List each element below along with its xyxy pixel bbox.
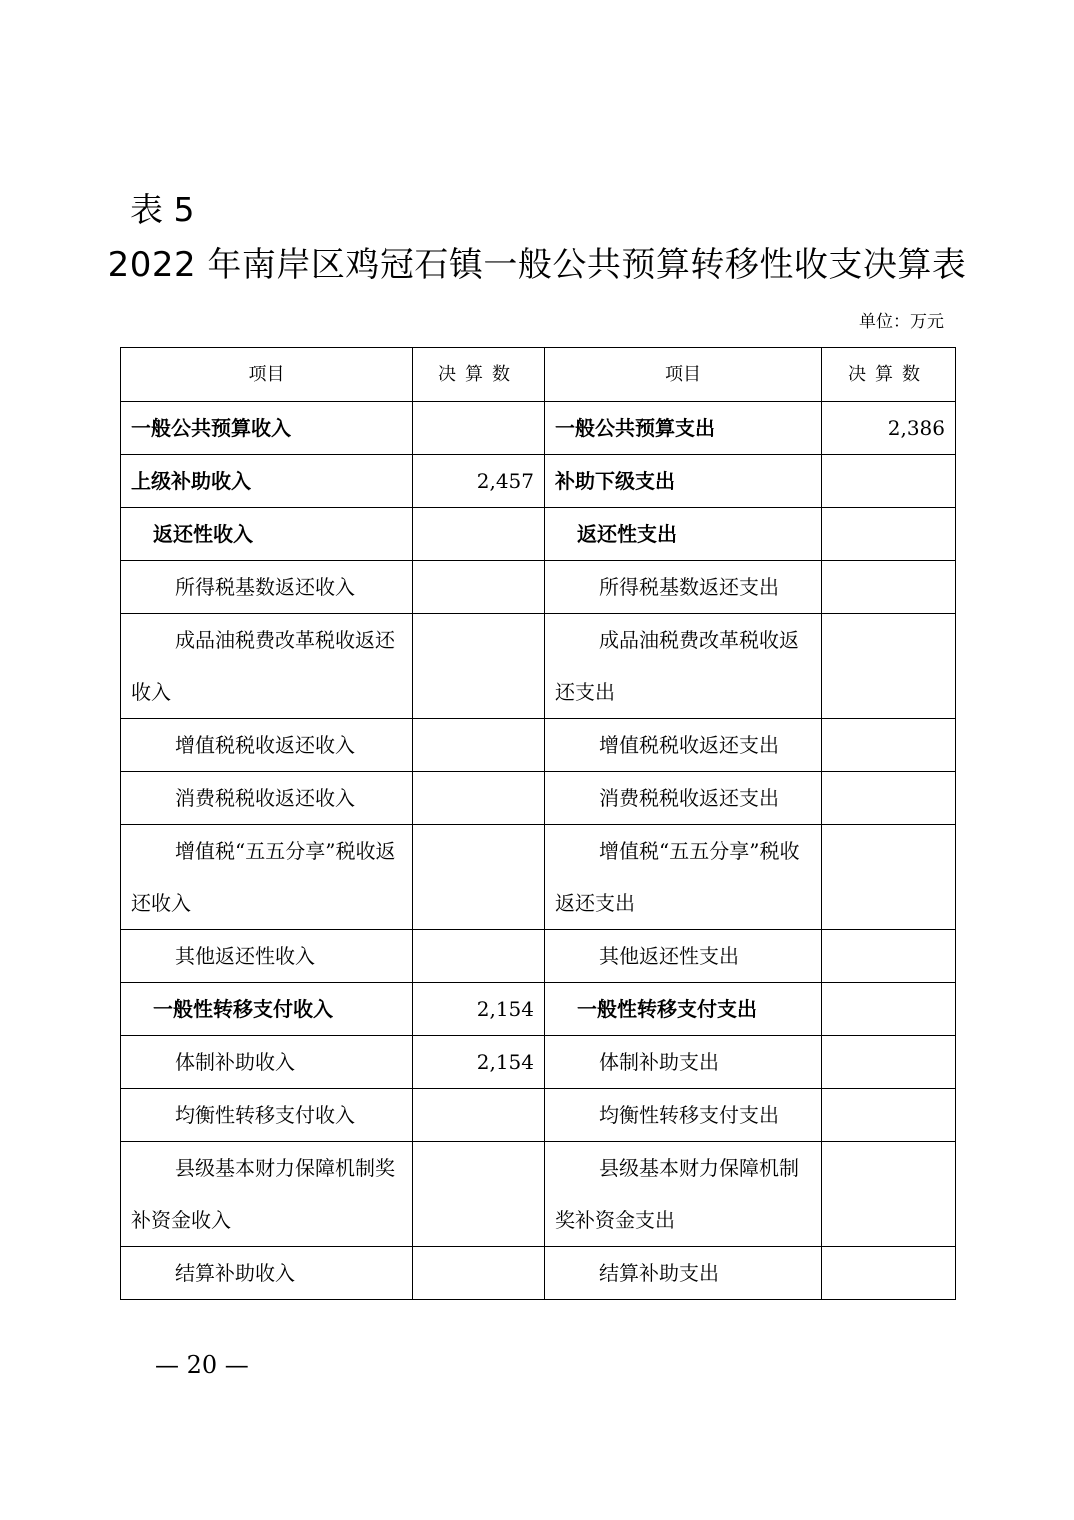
expenditure-item-cell: 体制补助支出 — [545, 1036, 822, 1089]
page-number: — 20 — — [155, 1351, 249, 1379]
header-item-left: 项目 — [121, 348, 413, 402]
expenditure-amount-cell — [822, 1247, 956, 1300]
table-row — [121, 508, 956, 561]
table-row — [121, 719, 956, 772]
revenue-amount-cell — [413, 614, 545, 719]
revenue-item-cell: 结算补助收入 — [121, 1247, 413, 1300]
revenue-item-cell: 上级补助收入 — [121, 455, 413, 508]
table-row — [121, 772, 956, 825]
table-header-row — [121, 348, 956, 402]
item-label: 增值税“五五分享”税收返还收入 — [131, 839, 396, 915]
revenue-item-cell: 均衡性转移支付收入 — [121, 1089, 413, 1142]
item-label: 增值税“五五分享”税收返还支出 — [555, 839, 800, 915]
expenditure-amount-cell — [822, 772, 956, 825]
revenue-item-cell — [121, 614, 413, 719]
revenue-amount-cell — [413, 561, 545, 614]
table-row — [121, 825, 956, 930]
table-row — [121, 983, 956, 1036]
expenditure-item-cell: 所得税基数返还支出 — [545, 561, 822, 614]
revenue-item-cell: 其他返还性收入 — [121, 930, 413, 983]
table-label: 表 5 — [130, 190, 195, 229]
revenue-amount-cell — [413, 719, 545, 772]
table-row — [121, 1142, 956, 1247]
table-row — [121, 402, 956, 455]
item-label: 县级基本财力保障机制奖补资金收入 — [131, 1156, 395, 1232]
table-row — [121, 1089, 956, 1142]
revenue-amount-cell — [413, 825, 545, 930]
revenue-amount-cell — [413, 772, 545, 825]
expenditure-amount-cell — [822, 825, 956, 930]
table-row — [121, 930, 956, 983]
expenditure-amount-cell — [822, 614, 956, 719]
item-label: 县级基本财力保障机制奖补资金支出 — [555, 1156, 799, 1232]
revenue-amount-cell: 2,154 — [413, 1036, 545, 1089]
revenue-amount-cell — [413, 1142, 545, 1247]
expenditure-amount-cell — [822, 930, 956, 983]
expenditure-amount-cell: 2,386 — [822, 402, 956, 455]
expenditure-item-cell: 增值税税收返还支出 — [545, 719, 822, 772]
revenue-item-cell — [121, 1142, 413, 1247]
expenditure-item-cell: 返还性支出 — [545, 508, 822, 561]
revenue-item-cell — [121, 825, 413, 930]
expenditure-amount-cell — [822, 561, 956, 614]
table-body — [121, 402, 956, 1300]
page-title: 2022 年南岸区鸡冠石镇一般公共预算转移性收支决算表 — [107, 245, 967, 285]
expenditure-amount-cell — [822, 455, 956, 508]
revenue-item-cell: 所得税基数返还收入 — [121, 561, 413, 614]
expenditure-item-cell: 消费税税收返还支出 — [545, 772, 822, 825]
expenditure-item-cell: 一般性转移支付支出 — [545, 983, 822, 1036]
revenue-amount-cell — [413, 508, 545, 561]
expenditure-item-cell: 均衡性转移支付支出 — [545, 1089, 822, 1142]
expenditure-amount-cell — [822, 983, 956, 1036]
expenditure-amount-cell — [822, 719, 956, 772]
revenue-item-cell: 返还性收入 — [121, 508, 413, 561]
expenditure-amount-cell — [822, 1036, 956, 1089]
expenditure-item-cell — [545, 614, 822, 719]
item-label: 成品油税费改革税收返还收入 — [131, 628, 395, 704]
revenue-amount-cell: 2,457 — [413, 455, 545, 508]
revenue-item-cell: 体制补助收入 — [121, 1036, 413, 1089]
revenue-amount-cell — [413, 1089, 545, 1142]
expenditure-amount-cell — [822, 508, 956, 561]
item-label: 成品油税费改革税收返还支出 — [555, 628, 799, 704]
revenue-item-cell: 一般公共预算收入 — [121, 402, 413, 455]
revenue-amount-cell — [413, 930, 545, 983]
revenue-item-cell: 增值税税收返还收入 — [121, 719, 413, 772]
expenditure-amount-cell — [822, 1089, 956, 1142]
expenditure-item-cell: 补助下级支出 — [545, 455, 822, 508]
header-item-right: 项目 — [545, 348, 822, 402]
revenue-amount-cell — [413, 402, 545, 455]
expenditure-amount-cell — [822, 1142, 956, 1247]
revenue-amount-cell: 2,154 — [413, 983, 545, 1036]
table-row — [121, 1036, 956, 1089]
table-row — [121, 1247, 956, 1300]
budget-table — [120, 347, 956, 1300]
expenditure-item-cell: 其他返还性支出 — [545, 930, 822, 983]
revenue-amount-cell — [413, 1247, 545, 1300]
expenditure-item-cell — [545, 1142, 822, 1247]
expenditure-item-cell: 一般公共预算支出 — [545, 402, 822, 455]
table-row — [121, 561, 956, 614]
unit-label: 单位：万元 — [859, 312, 944, 332]
revenue-item-cell: 一般性转移支付收入 — [121, 983, 413, 1036]
expenditure-item-cell — [545, 825, 822, 930]
header-amount-left: 决算数 — [413, 348, 545, 402]
expenditure-item-cell: 结算补助支出 — [545, 1247, 822, 1300]
table-row — [121, 455, 956, 508]
table-row — [121, 614, 956, 719]
header-amount-right: 决算数 — [822, 348, 956, 402]
revenue-item-cell: 消费税税收返还收入 — [121, 772, 413, 825]
